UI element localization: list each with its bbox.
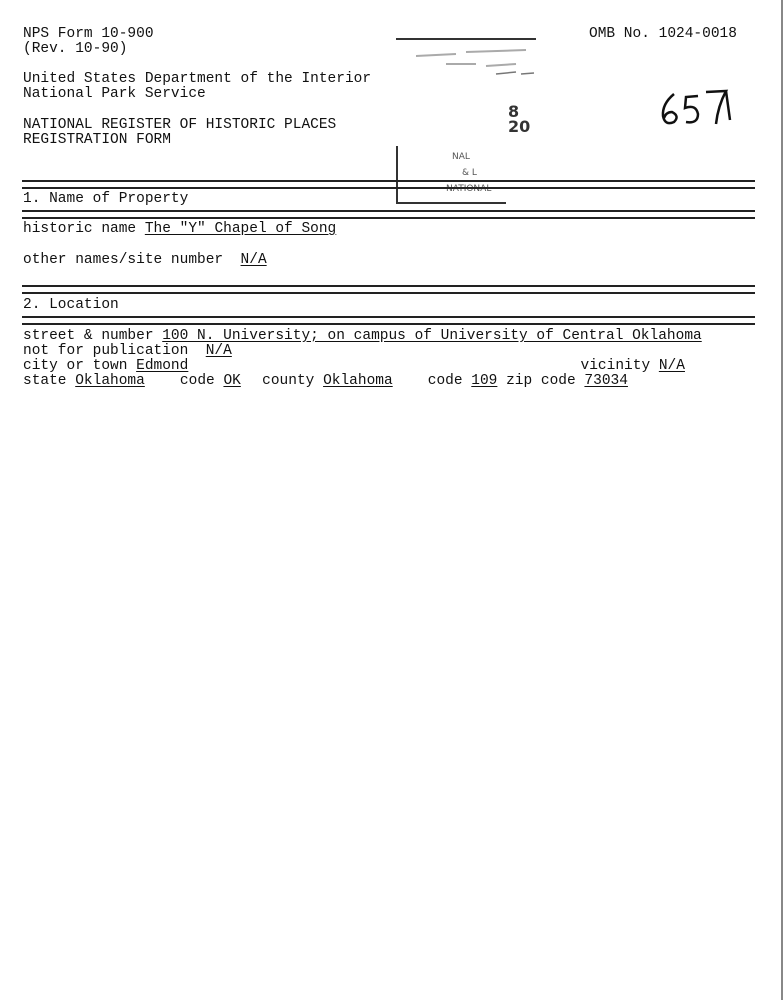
vicinity-field[interactable]: N/A [658, 358, 685, 374]
historic-name-field[interactable]: The "Y" Chapel of Song [144, 221, 337, 237]
section-divider [22, 210, 755, 219]
county-code-field[interactable]: 109 [471, 373, 498, 389]
department: United States Department of the Interior [23, 71, 372, 87]
other-names-label: other names/site number [23, 252, 224, 268]
omb-number: OMB No. 1024-0018 [589, 26, 737, 42]
form-revision: (Rev. 10-90) [23, 41, 128, 57]
nfp-row [23, 344, 232, 359]
stamp-text-1: NAL [452, 152, 470, 162]
form-subtitle: REGISTRATION FORM [23, 132, 171, 148]
stamp-text-2: & L [462, 168, 477, 178]
stamp-date: 8 20 [508, 102, 531, 136]
street-row [23, 329, 702, 344]
county-field[interactable]: Oklahoma [323, 373, 393, 389]
other-names-row [23, 253, 267, 268]
historic-name-label: historic name [23, 221, 137, 237]
zip-label: zip code [506, 373, 576, 389]
state-field[interactable]: Oklahoma [75, 373, 145, 389]
other-names-field[interactable]: N/A [240, 252, 267, 268]
city-field[interactable]: Edmond [136, 358, 189, 374]
state-label: state [23, 373, 67, 389]
section-2-heading: 2. Location [23, 297, 119, 313]
nfp-field[interactable]: N/A [205, 343, 232, 359]
state-code-label: code [179, 373, 215, 389]
historic-name-row [23, 222, 336, 237]
vicinity-label: vicinity [580, 358, 651, 374]
street-field[interactable]: 100 N. University; on campus of University of Central Oklahoma [162, 328, 702, 344]
state-code-field[interactable]: OK [223, 373, 241, 389]
street-label: street & number [23, 328, 154, 344]
nfp-label: not for publication [23, 343, 189, 359]
form-number: NPS Form 10-900 [23, 26, 154, 42]
stamp-text-3: NATIONAL [446, 184, 492, 194]
county-label: county [262, 373, 315, 389]
section-divider [22, 285, 755, 294]
state-row [23, 374, 628, 389]
county-code-label: code [427, 373, 463, 389]
section-divider [22, 316, 755, 325]
zip-field[interactable]: 73034 [584, 373, 628, 389]
section-divider [22, 180, 755, 189]
agency: National Park Service [23, 86, 206, 102]
stamp-mark [416, 44, 546, 84]
handwritten-number [658, 88, 738, 133]
form-title: NATIONAL REGISTER OF HISTORIC PLACES [23, 117, 337, 133]
city-row [23, 359, 685, 374]
section-1-heading: 1. Name of Property [23, 191, 189, 207]
city-label: city or town [23, 358, 128, 374]
